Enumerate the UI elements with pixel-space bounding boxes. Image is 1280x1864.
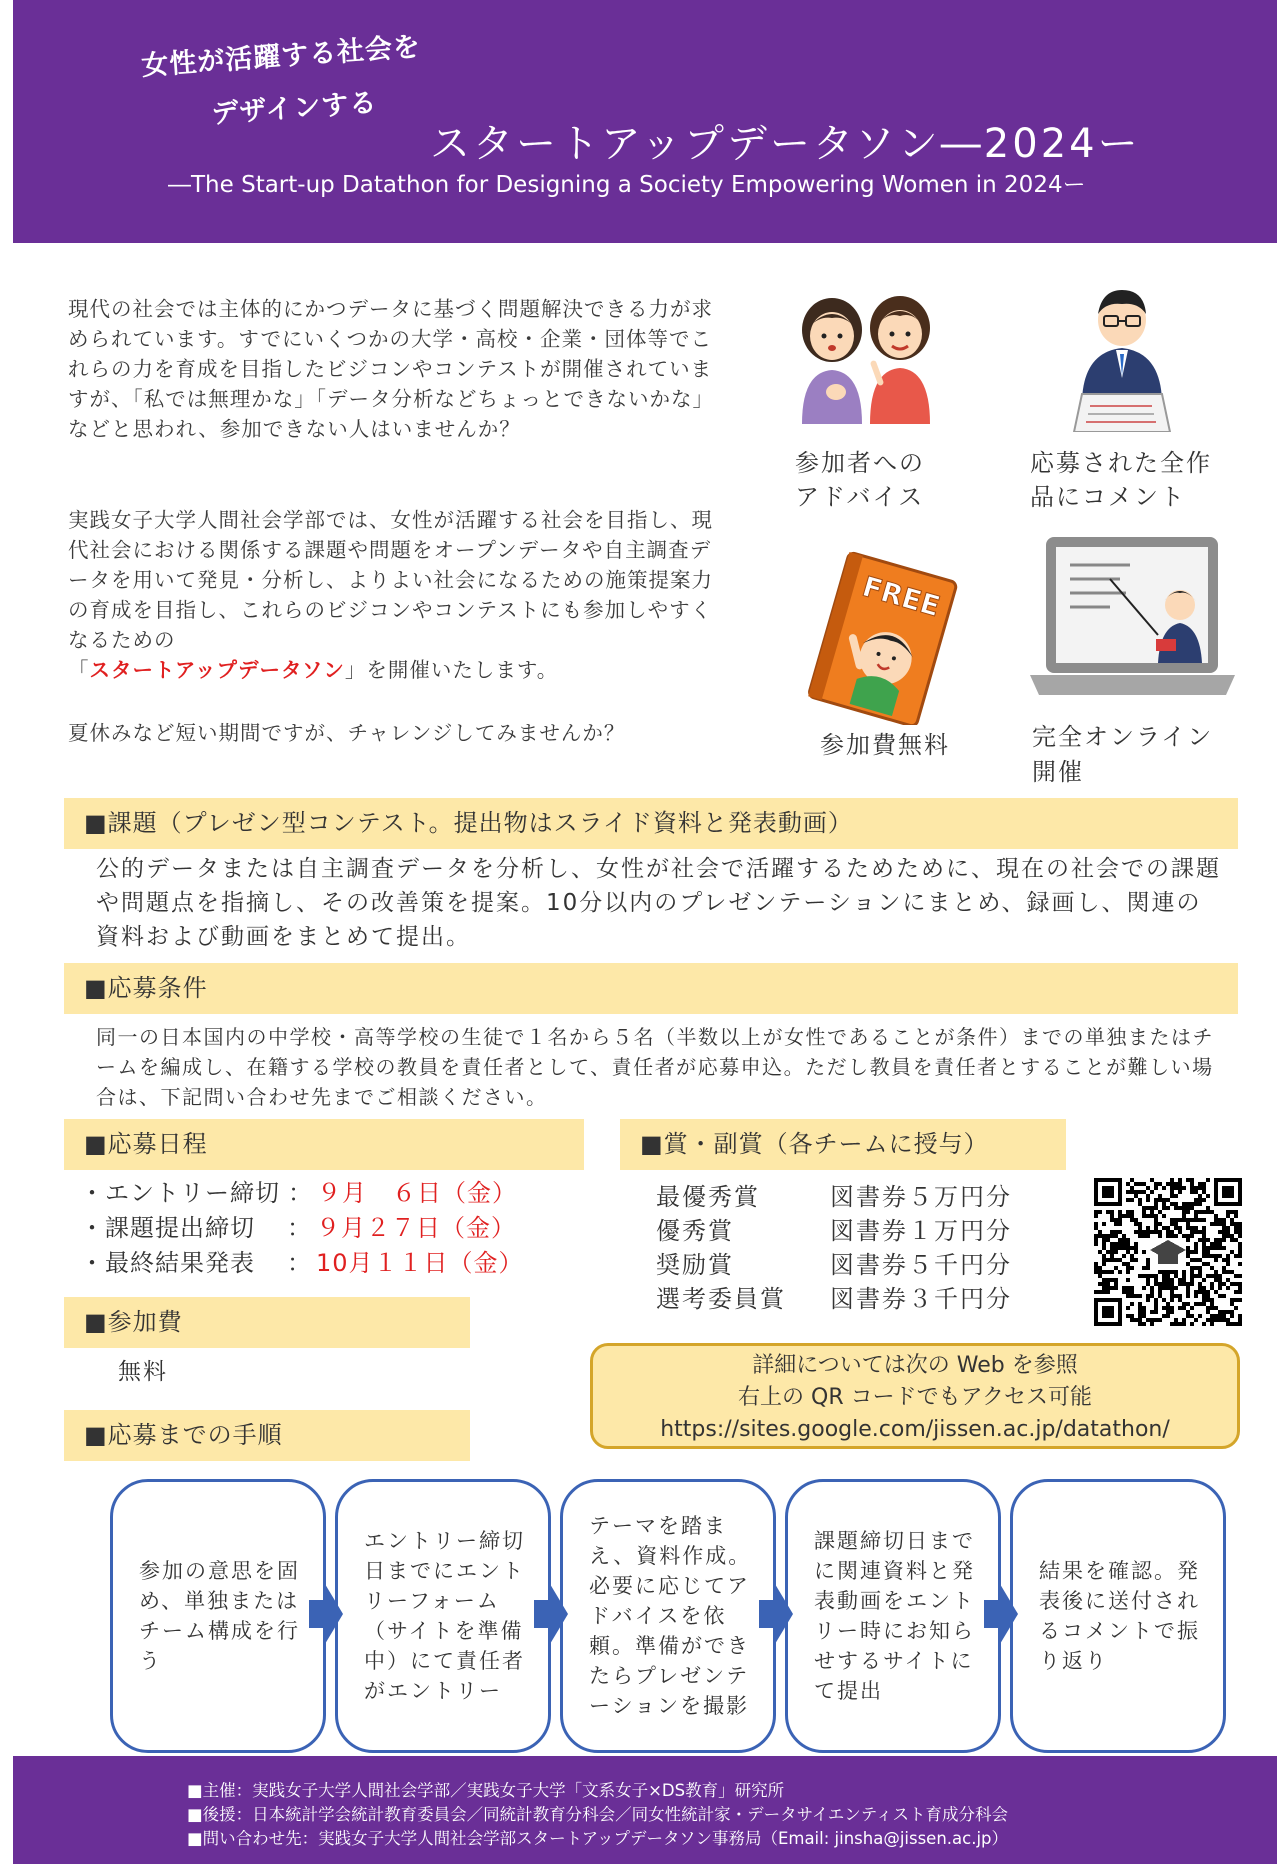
- advice-caption-line1: 参加者への: [795, 449, 925, 477]
- tagline-line2: デザインする: [210, 87, 379, 130]
- prize-row: [656, 1211, 1012, 1246]
- schedule-sep: ：: [287, 1214, 312, 1242]
- step-4-text: 課題締切日までに関連資料と発表動画をエントリー時にお知らせするサイトにて提出: [814, 1529, 975, 1703]
- prize-reward: 図書券５万円分: [830, 1183, 1012, 1211]
- schedule-date: ９月２７日（金）: [316, 1214, 516, 1242]
- intro-paragraph-2-end: 」を開催いたします。: [344, 658, 559, 682]
- web-url-link[interactable]: https://sites.google.com/jissen.ac.jp/datathon/: [660, 1417, 1170, 1442]
- task-heading: ■課題（プレゼン型コンテスト。提出物はスライド資料と発表動画）: [64, 798, 1238, 849]
- comment-caption-line1: 応募された全作: [1030, 449, 1212, 477]
- step-1-box: [110, 1479, 326, 1753]
- comment-caption-line2: 品にコメント: [1030, 483, 1186, 511]
- prize-name: 優秀賞: [656, 1217, 734, 1245]
- steps-heading: ■応募までの手順: [64, 1410, 470, 1461]
- schedule-label: ・最終結果発表: [80, 1249, 255, 1277]
- schedule-heading: ■応募日程: [64, 1119, 584, 1170]
- prize-name: 最優秀賞: [656, 1183, 760, 1211]
- qr-code-icon[interactable]: [1094, 1178, 1242, 1326]
- prize-row: [656, 1279, 1012, 1314]
- online-laptop-illustration-icon: [1030, 535, 1235, 701]
- prize-reward: 図書券１万円分: [830, 1217, 1012, 1245]
- intro-paragraph-3: 夏休みなど短い期間ですが、チャレンジしてみませんか？: [68, 721, 626, 745]
- fee-heading: ■参加費: [64, 1297, 470, 1348]
- schedule-row-submit: [80, 1208, 516, 1243]
- reviewer-illustration-icon: [1072, 282, 1172, 432]
- step-arrow-icon: [984, 1584, 1018, 1644]
- schedule-date: ９月 ６日（金）: [317, 1179, 517, 1207]
- prize-name: 奨励賞: [656, 1251, 734, 1279]
- step-5-box: [1010, 1479, 1226, 1753]
- schedule-row-result: [80, 1243, 524, 1278]
- event-name-highlight: スタートアップデータソン: [89, 658, 345, 682]
- schedule-label: ・課題提出締切: [80, 1214, 255, 1242]
- tagline-line1: 女性が活躍する社会を: [140, 31, 422, 82]
- step-3-text: テーマを踏まえ、資料作成。必要に応じてアドバイスを依頼。準備ができたらプレゼンテーションを撮影: [589, 1514, 752, 1718]
- conditions-heading: ■応募条件: [64, 963, 1238, 1014]
- intro-paragraph-2: [68, 505, 728, 685]
- advice-caption-line2: アドバイス: [795, 483, 925, 511]
- schedule-label: ・エントリー締切: [80, 1179, 280, 1207]
- step-5-text: 結果を確認。発表後に送付されるコメントで振り返り: [1039, 1559, 1200, 1673]
- schedule-sep: ：: [287, 1249, 312, 1277]
- conditions-body: 同一の日本国内の中学校・高等学校の生徒で１名から５名（半数以上が女性であることが条件）までの単独またはチームを編成し、在籍する学校の教員を責任者として、責任者が応募申込。ただし教員を責任者とすることが難しい場合は、下記問い合わせ先までご相談ください。: [96, 1025, 1214, 1109]
- prize-row: [656, 1245, 1012, 1280]
- task-body: 公的データまたは自主調査データを分析し、女性が社会で活躍するためために、現在の社会での課題や問題点を指摘し、その改善策を提案。10分以内のプレゼンテーションにまとめ、録画し、関連の資料および動画をまとめて提出。: [96, 856, 1221, 950]
- step-arrow-icon: [534, 1584, 568, 1644]
- web-info-line2: 右上の QR コードでもアクセス可能: [738, 1385, 1092, 1410]
- free-badge-text: FREE: [858, 569, 944, 624]
- step-4-box: [785, 1479, 1001, 1753]
- online-caption-line1: 完全オンライン: [1032, 723, 1214, 751]
- step-arrow-icon: [309, 1584, 343, 1644]
- intro-open-bracket: 「: [68, 658, 90, 682]
- footer-contact: ■問い合わせ先：実践女子大学人間社会学部スタートアップデータソン事務局（Email: jinsha@jissen.ac.jp）: [187, 1829, 1009, 1848]
- free-book-illustration-icon: [800, 545, 970, 725]
- web-info-line1: 詳細については次の Web を参照: [752, 1353, 1078, 1378]
- step-3-box: [560, 1479, 776, 1753]
- schedule-sep: ：: [288, 1179, 313, 1207]
- fee-value: 無料: [118, 1359, 168, 1385]
- web-info-box: [590, 1343, 1240, 1449]
- footer-host: ■主催：実践女子大学人間社会学部／実践女子大学「文系女子×DS教育」研究所: [187, 1781, 785, 1800]
- page-subtitle: ―The Start-up Datathon for Designing a Society Empowering Women in 2024ー: [168, 172, 1086, 198]
- step-arrow-icon: [759, 1584, 793, 1644]
- step-2-box: [335, 1479, 551, 1753]
- intro-paragraph-1: 現代の社会では主体的にかつデータに基づく問題解決できる力が求められています。すでにいくつかの大学・高校・企業・団体等でこれらの力を育成を目指したビジコンやコンテストが開催されていますが、「私では無理かな」「データ分析などちょっとできないかな」などと思われ、参加できない人はいませんか？: [68, 297, 714, 441]
- prize-reward: 図書券５千円分: [830, 1251, 1012, 1279]
- step-2-text: エントリー締切日までにエントリーフォーム（サイトを準備中）にて責任者がエントリー: [364, 1529, 525, 1703]
- prize-name: 選考委員賞: [656, 1285, 786, 1313]
- step-1-text: 参加の意思を固め、単独またはチーム構成を行う: [139, 1559, 300, 1673]
- page-title: スタートアップデータソン―2024ー: [430, 121, 1141, 167]
- schedule-date: 10月１１日（金）: [316, 1249, 524, 1277]
- schedule-row-entry: [80, 1173, 517, 1208]
- footer-support: ■後援：日本統計学会統計教育委員会／同統計教育分科会／同女性統計家・データサイエンティスト育成分科会: [187, 1805, 1008, 1824]
- intro-paragraph-2-text: 実践女子大学人間社会学部では、女性が活躍する社会を目指し、現代社会における関係する課題や問題をオープンデータや自主調査データを用いて発見・分析し、よりよい社会になるための施策提案力の育成を目指し、これらのビジコンやコンテストにも参加しやすくなるための: [68, 508, 713, 652]
- advice-illustration-icon: [792, 288, 942, 424]
- prizes-heading: ■賞・副賞（各チームに授与）: [620, 1119, 1066, 1170]
- online-caption-line2: 開催: [1032, 758, 1084, 786]
- prize-reward: 図書券３千円分: [830, 1285, 1012, 1313]
- prize-row: [656, 1177, 1012, 1212]
- free-caption: 参加費無料: [820, 731, 950, 759]
